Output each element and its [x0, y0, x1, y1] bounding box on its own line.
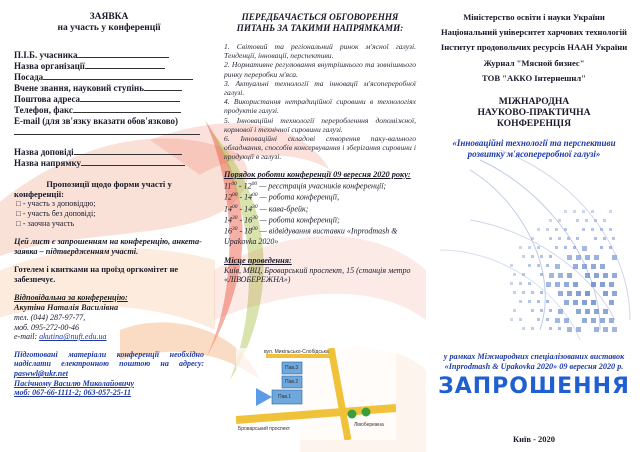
schedule-item: $12^{00} - 14^{00}$ — робота конференції, — [224, 192, 340, 202]
organizer: Інститут продовольчих ресурсів НААН України — [440, 42, 628, 53]
topics-list — [224, 42, 416, 162]
cover-bottom — [436, 352, 632, 399]
form-option[interactable]: □ - участь без доповіді; — [16, 209, 96, 218]
field-name[interactable]: П.І.Б. учасника — [14, 50, 204, 61]
map-pavilion-3: Пав.3 — [285, 365, 299, 371]
venue-address: Київ, МВЦ, Броварський проспект, 15 (станція метро «ЛІВОБЕРЕЖНА») — [224, 265, 411, 285]
venue-heading: Місце проведення: — [224, 255, 292, 265]
checkbox-icon: □ — [16, 199, 23, 208]
city-year: Київ - 2020 — [512, 434, 556, 444]
cover-column — [428, 0, 640, 452]
topic-item: 1. Світовий та регіональний ринок м'ясної галузі. Тенденції, інновації, перспективи. — [224, 42, 416, 61]
schedule-item: $11^{00} - 12^{00}$ — реєстрація учасників конференції; — [224, 180, 387, 191]
field-postal-address[interactable]: Поштова адреса — [14, 94, 204, 105]
field-email[interactable]: E-mail (для зв'язку вказати обов'язково) — [14, 116, 179, 126]
topic-item: 2. Нормативне регулювання внутрішнього та зовнішнього ринку переробки м'яса. — [224, 60, 416, 79]
topic-item: 5. Інноваційні технології переробленння допоміжної, кормової і технічної сировини галузі. — [224, 115, 416, 134]
organizer: ТОВ "АККО Інтернешнл" — [482, 72, 586, 83]
registration-fields — [14, 50, 204, 169]
venue-map — [236, 348, 396, 440]
organizer: Національний університет харчових технологій — [440, 27, 628, 38]
schedule-item: $16^{30} - 18^{00}$ — відвідування виставки «Inprodmash & Upakovka 2020» — [224, 226, 398, 246]
organizers-list — [436, 12, 632, 83]
topic-item: 6. Інноваційні складові створення паку-вального обладнання, способів консервування і зберігання сировини і продукції в галузі. — [224, 134, 416, 162]
submission-phone: моб: 067-66-1111-2; 063-057-25-11 — [14, 388, 132, 398]
exhibition-note: у рамках Міжнародних спеціалізованих виставок «Inprodmash & Upakovka 2020» 09 вересня 2020 р. — [443, 352, 625, 371]
map-street-bottom: Броварський проспект — [238, 426, 291, 432]
participation-forms-title: Пропозиції щодо форми участі у конференції: — [14, 179, 172, 199]
schedule-list — [224, 180, 416, 247]
topic-item: 4. Використання нетрадиційної сировини в технологіях продуктів галузі. — [224, 97, 416, 116]
responsible-contacts: тел. (044) 287-97-77, моб. 095-272-00-46 e-mail: akutina@nuft.edu.ua — [14, 313, 107, 342]
invitation-note: Цей лист є запрошенням на конференцію, анкета-заявка – підтвердженням участі. — [14, 237, 202, 256]
form-option[interactable]: □ - участь з доповіддю; — [16, 199, 96, 208]
field-direction[interactable]: Назва напрямку — [14, 158, 204, 169]
registration-title — [14, 12, 204, 34]
field-report-title[interactable]: Назва доповіді — [14, 147, 204, 158]
submission-note: Підготовані матеріали конференції необхідно надіслати електронною поштою на адресу: paswwl@ukr.net — [14, 349, 204, 378]
invitation-title: ЗАПРОШЕННЯ — [438, 374, 630, 399]
organizer: Міністерство освіти і науки України — [463, 12, 605, 22]
field-organization[interactable]: Назва організації — [14, 61, 204, 72]
submission-email-link[interactable]: paswwl@ukr.net — [14, 368, 69, 378]
submission-person: Пасічному Василю Миколайовичу — [14, 378, 135, 388]
field-degree[interactable]: Вчене звання, науковий ступінь — [14, 83, 204, 94]
field-blank-line[interactable] — [14, 127, 204, 138]
form-option[interactable]: □ - заочна участь — [16, 219, 75, 228]
schedule-item: $14^{30} - 16^{30}$ — робота конференції; — [224, 215, 340, 225]
schedule-heading: Порядок роботи конференції 09 вересня 2020 року: — [224, 169, 411, 179]
registration-title-line1: ЗАЯВКА — [89, 12, 129, 22]
checkbox-icon: □ — [16, 219, 23, 228]
topic-item: 3. Актуальні технології та інновації м'ясопереробної галузі. — [224, 78, 416, 98]
map-pavilion-2: Пав.2 — [285, 379, 299, 385]
field-phone-fax[interactable]: Телефон, факс — [14, 105, 204, 116]
field-position[interactable]: Посада — [14, 72, 204, 83]
responsible-email-link[interactable]: akutina@nuft.edu.ua — [39, 332, 107, 342]
registration-column — [0, 0, 212, 452]
conference-title: «Інноваційні технології та перспективи розвитку м'ясопереробної галузі» — [452, 138, 616, 160]
map-station: Лівобережна — [354, 422, 384, 428]
responsible-block: Відповідальна за конференцію: Акутіна Наталія Василівна — [14, 293, 128, 312]
registration-title-line2: на участь у конференції — [57, 23, 161, 33]
checkbox-icon: □ — [16, 209, 23, 218]
topics-heading: ПЕРЕДБАЧАЄТЬСЯ ОБГОВОРЕННЯ ПИТАНЬ ЗА ТАКИМИ НАПРЯМКАМИ: — [236, 12, 404, 33]
organizer: Журнал "Мясной бизнес" — [483, 57, 585, 68]
conference-type: МІЖНАРОДНА НАУКОВО-ПРАКТИЧНА КОНФЕРЕНЦІЯ — [477, 96, 591, 129]
map-pavilion-1: Пав.1 — [278, 394, 292, 400]
schedule-item: $14^{00} - 14^{30}$ — кава-брейк; — [224, 203, 309, 214]
participation-forms-list — [14, 199, 204, 229]
topics-column — [214, 0, 426, 452]
hotel-note: Готелем і квитками на проїзд оргкомітет не забезпечує. — [14, 265, 179, 284]
metro-icon — [348, 410, 357, 419]
map-street-top: вул. Микільсько-Слобідська — [264, 349, 329, 355]
